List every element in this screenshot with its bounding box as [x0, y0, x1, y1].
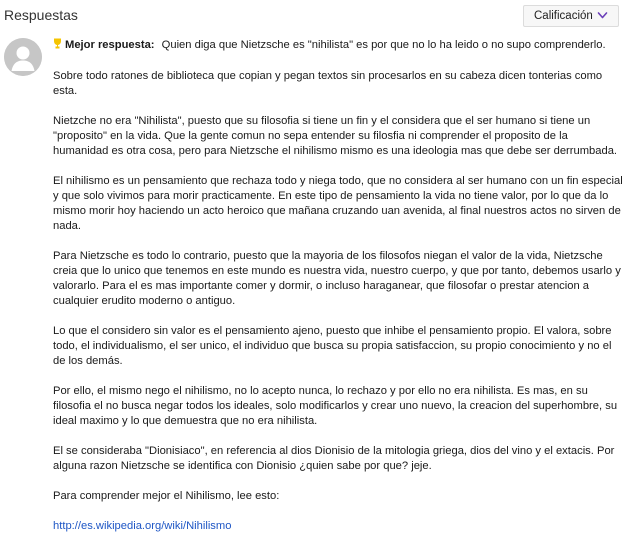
answer-paragraph: Sobre todo ratones de biblioteca que copian y pegan textos sin procesarlos en su cabeza dicen tonterias como esta.	[53, 70, 603, 97]
answer-paragraph: El nihilismo es un pensamiento que rechaza todo y niega todo, que no considera al ser humano con un fin especial y que solo vivimos para morir practicamente. En este tipo de pensamiento la vida no tiene valor, por lo que da lo mismo morir hoy haciendo un acto heroico que mañana cruzando uan avenida, al final nuestros actos no sirven de nada.	[53, 175, 623, 232]
answer-paragraph: Lo que el considero sin valor es el pensamiento ajeno, puesto que inhibe el pensamiento propio. El valora, sobre todo, el individualismo, el ser unico, el individuo que busca su propia satisfaccion, su propio conocimiento y no el de los demás.	[53, 325, 612, 367]
sort-dropdown[interactable]	[523, 5, 619, 27]
chevron-down-icon	[597, 10, 608, 24]
answers-title: Respuestas	[4, 7, 78, 23]
best-answer-label: Mejor respuesta:	[65, 39, 155, 51]
wikipedia-link[interactable]: http://es.wikipedia.org/wiki/Nihilismo	[53, 520, 232, 532]
answer-paragraph: Para comprender mejor el Nihilismo, lee esto:	[53, 490, 280, 502]
avatar[interactable]	[4, 38, 42, 76]
answer-paragraph: Nietzche no era "Nihilista", puesto que su filosofia si tiene un fin y el considera que el ser humano si tiene un "proposito" en la vida. Que la gente comun no sepa entender su filosfia ni comprender el proposito de la humanidad es otra cosa, pero para Nietzsche el nihilismo mismo es una ideologia mas que debe ser derrumbada.	[53, 115, 618, 157]
sort-dropdown-label: Calificación	[534, 10, 593, 22]
answer-paragraph: Por ello, el mismo nego el nihilismo, no lo acepto nunca, lo rechazo y por ello no era nihilista. Es mas, en su filosofia el no busca negar todos los ideales, solo modificarlos y crear uno nuevo, la creacion del superhombre, su ideal maximo y lo que demuestra que no era nihilista.	[53, 385, 618, 427]
answer-paragraph: El se consideraba "Dionisiaco", en referencia al dios Dionisio de la mitologia griega, dios del vino y el extacis. Por alguna razon Nietzsche se identifica con Dionisio ¿quien sabe por que? jeje.	[53, 445, 615, 472]
answer-paragraph: Para Nietzsche es todo lo contrario, puesto que la mayoria de los filosofos niegan el valor de la vida, Nietzsche creia que lo unico que tenemos en este mundo es nuestra vida, nuestro cuerpo, y que por tanto, debemos usarlo y valorarlo. Para el es mas importante comer y dormir, o incluso haraganear, que filosofar o prestar atencion a cualquier erudito moderno o antiguo.	[53, 250, 621, 307]
answer-first-line: Quien diga que Nietzsche es "nihilista" es por que no lo ha leido o no supo comprenderlo.	[161, 39, 606, 51]
answers-header	[0, 0, 625, 32]
user-silhouette-icon	[4, 38, 42, 76]
trophy-icon	[53, 38, 62, 54]
best-answer-header	[53, 38, 623, 54]
best-answer	[53, 38, 623, 549]
